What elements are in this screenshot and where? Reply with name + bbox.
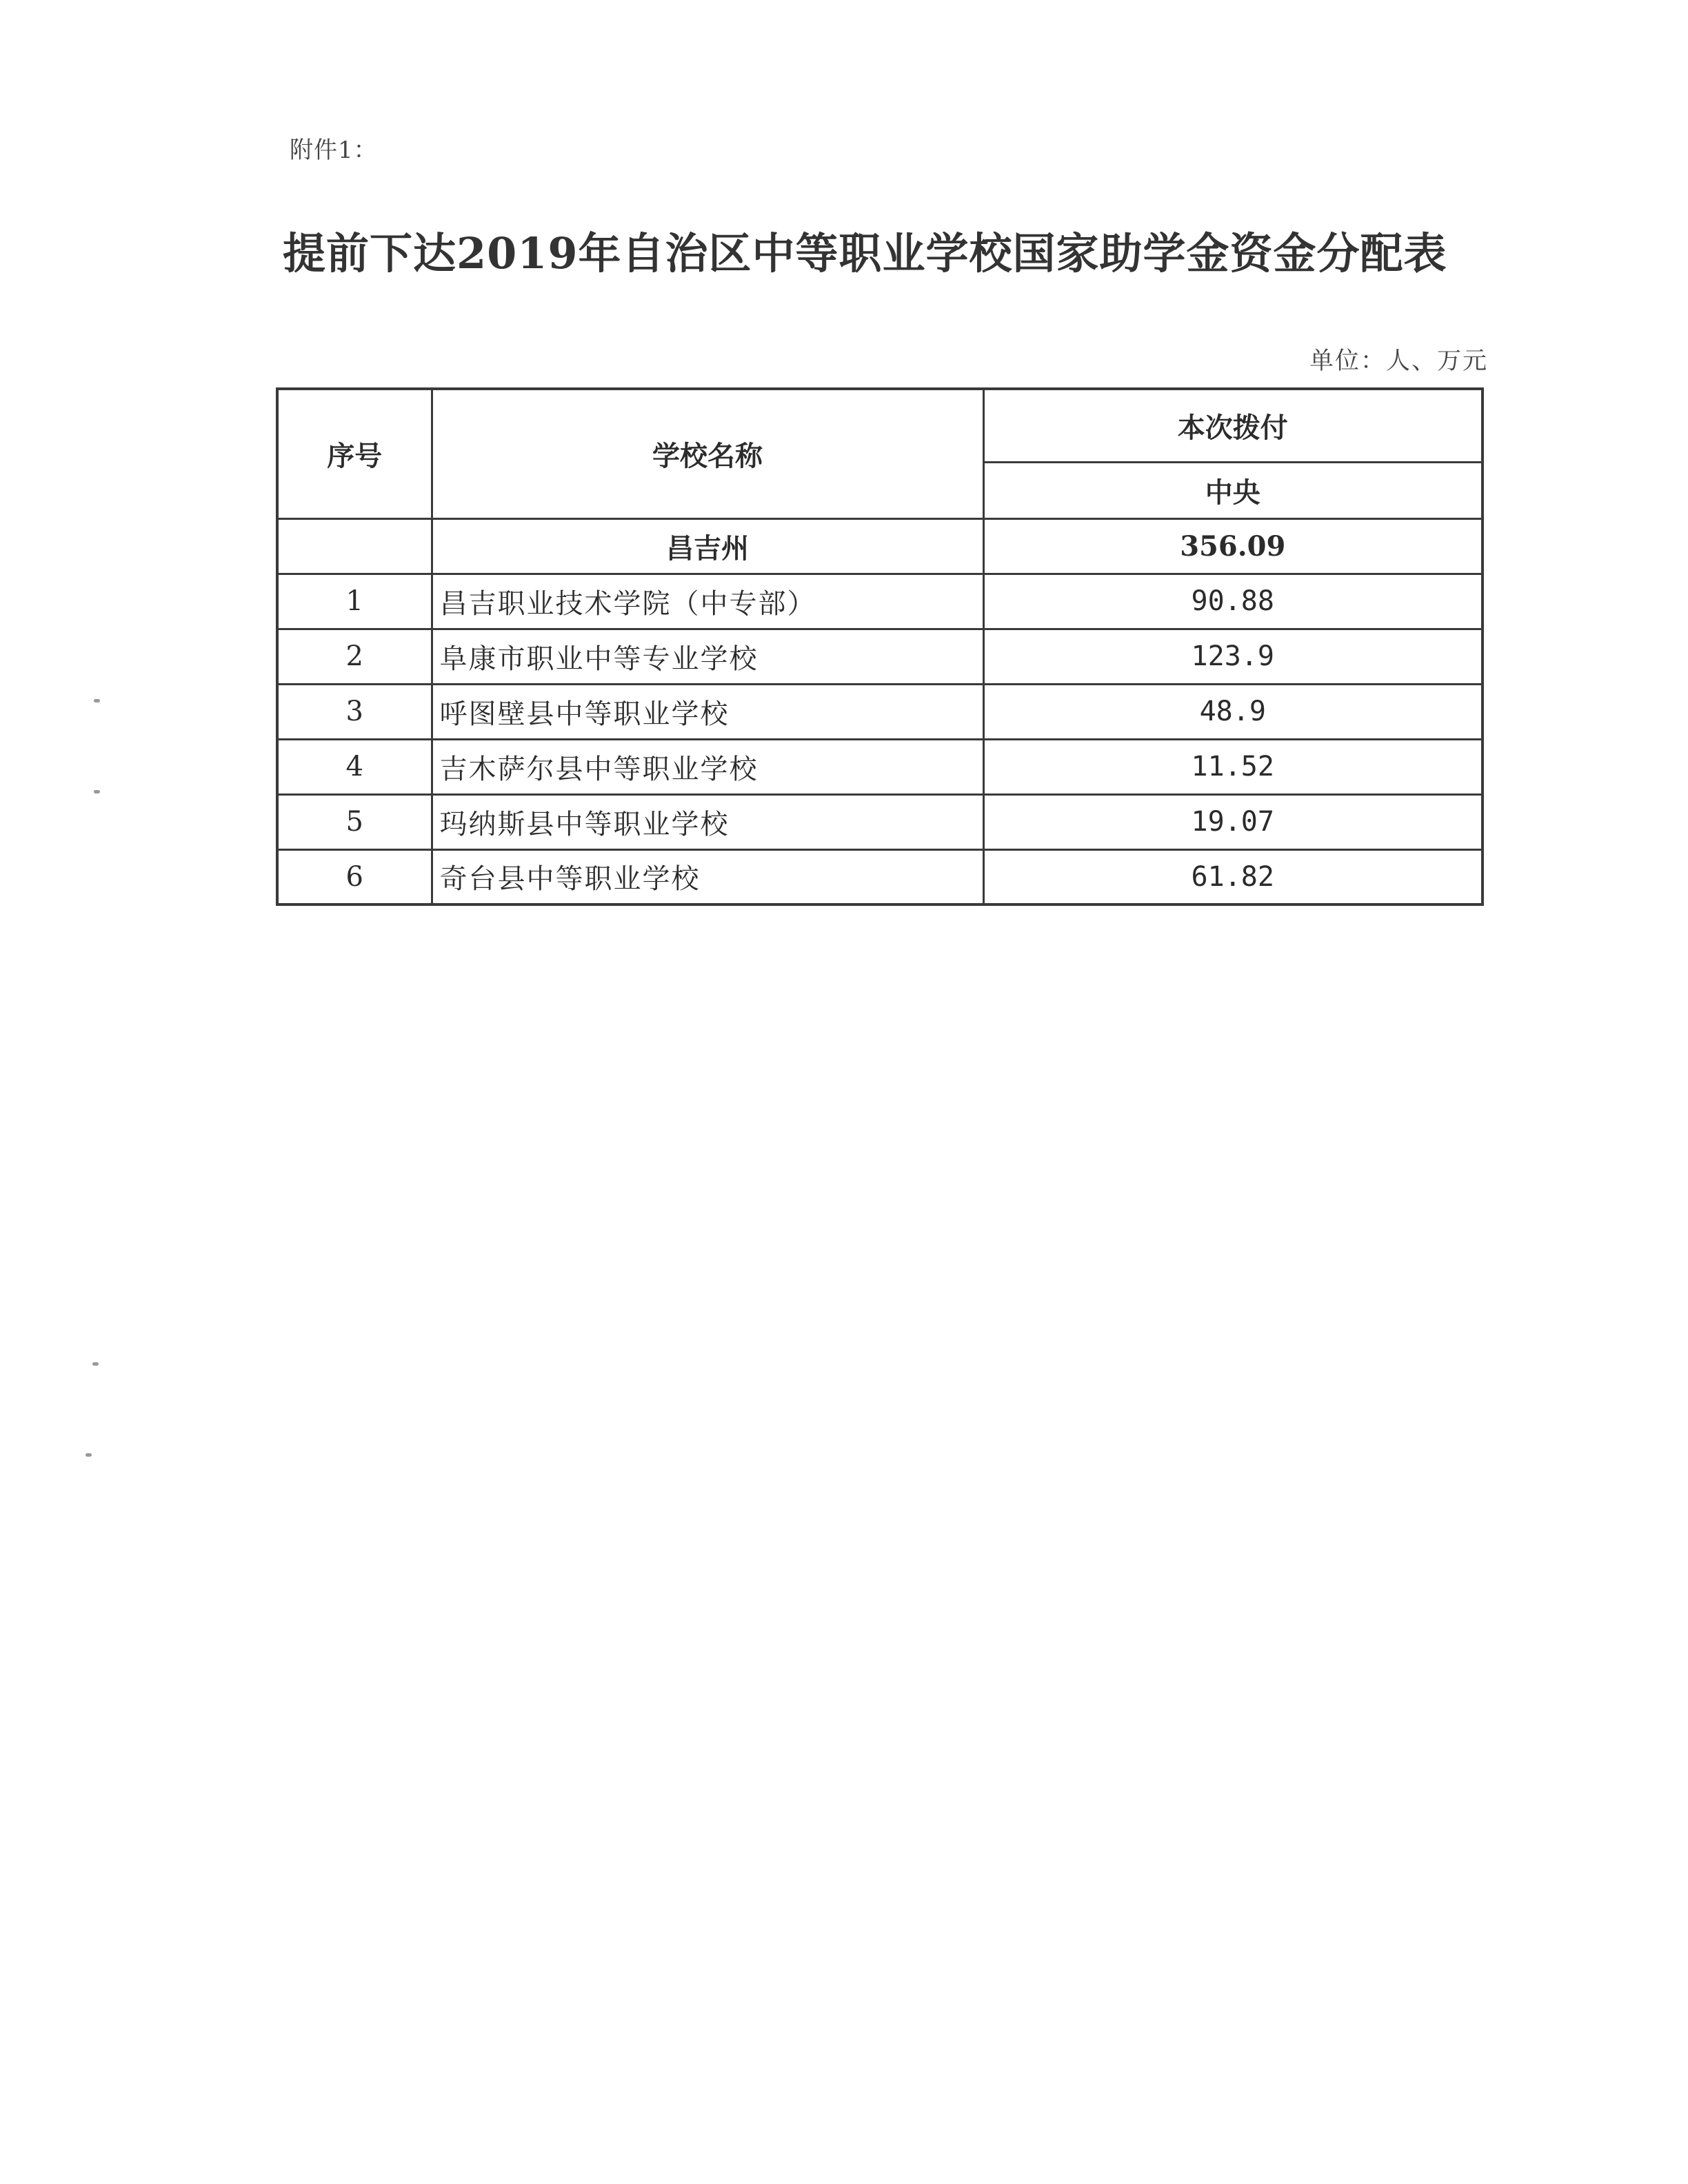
- row-index: 5: [277, 794, 432, 849]
- summary-row: [277, 518, 1483, 574]
- document-title: 提前下达2019年自治区中等职业学校国家助学金资金分配表: [283, 228, 1447, 279]
- row-school-name: 呼图壁县中等职业学校: [432, 684, 983, 739]
- scan-speck: [92, 1362, 99, 1366]
- table-row: [277, 574, 1483, 629]
- row-amount: 11.52: [983, 739, 1483, 794]
- summary-value: 356.09: [983, 518, 1483, 574]
- scan-speck: [94, 790, 100, 793]
- allocation-table: [276, 387, 1484, 906]
- scan-speck: [86, 1453, 92, 1457]
- row-school-name: 吉木萨尔县中等职业学校: [432, 739, 983, 794]
- table-row: [277, 794, 1483, 849]
- row-school-name: 昌吉职业技术学院（中专部）: [432, 574, 983, 629]
- row-index: 3: [277, 684, 432, 739]
- table-row: [277, 629, 1483, 684]
- row-amount: 48.9: [983, 684, 1483, 739]
- scan-speck: [94, 699, 100, 702]
- header-school-name: 学校名称: [432, 389, 983, 518]
- table-header-row: [277, 389, 1483, 462]
- header-allocation: 本次拨付: [983, 389, 1483, 462]
- summary-label: 昌吉州: [432, 518, 983, 574]
- table-row: [277, 684, 1483, 739]
- row-amount: 19.07: [983, 794, 1483, 849]
- row-index: 1: [277, 574, 432, 629]
- unit-label: 单位：人、万元: [1309, 347, 1488, 375]
- row-amount: 61.82: [983, 849, 1483, 904]
- header-index: 序号: [277, 389, 432, 518]
- attachment-label: 附件1：: [290, 136, 378, 164]
- row-school-name: 玛纳斯县中等职业学校: [432, 794, 983, 849]
- row-amount: 90.88: [983, 574, 1483, 629]
- row-index: 6: [277, 849, 432, 904]
- table-row: [277, 739, 1483, 794]
- row-amount: 123.9: [983, 629, 1483, 684]
- header-central: 中央: [983, 462, 1483, 518]
- row-index: 4: [277, 739, 432, 794]
- row-school-name: 奇台县中等职业学校: [432, 849, 983, 904]
- table-row: [277, 849, 1483, 904]
- row-index: 2: [277, 629, 432, 684]
- row-school-name: 阜康市职业中等专业学校: [432, 629, 983, 684]
- summary-index-cell: [277, 518, 432, 574]
